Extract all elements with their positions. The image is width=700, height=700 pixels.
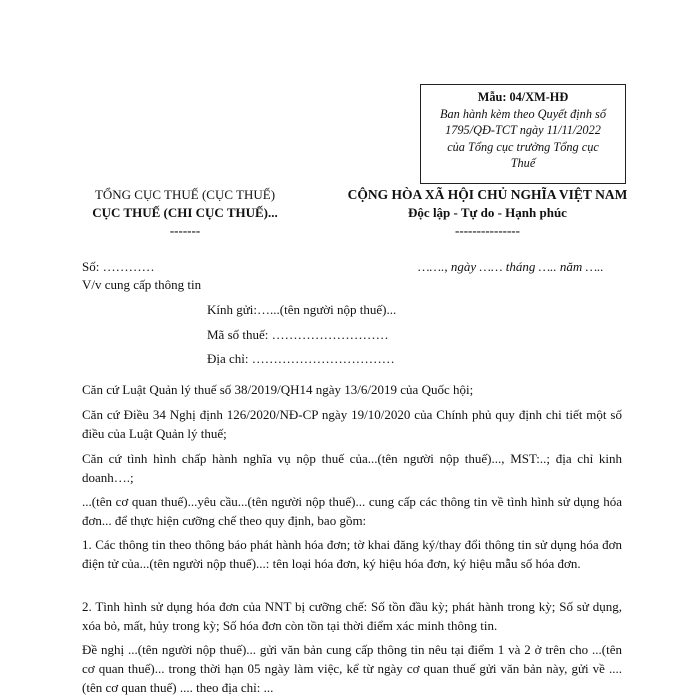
recipient-address: Địa chỉ: ……………………………	[207, 351, 395, 366]
recipient-tax-code: Mã số thuế: ………………………	[207, 327, 389, 342]
form-note-line-1: Ban hành kèm theo Quyết định số	[440, 106, 606, 121]
national-header	[300, 186, 675, 240]
agency-name: CỤC THUẾ (CHI CỤC THUẾ)...	[92, 205, 278, 220]
date-line: ……., ngày …… tháng ….. năm …..	[418, 259, 604, 274]
agency-parent: TỔNG CỤC THUẾ (CỤC THUẾ)	[94, 187, 276, 202]
recipient-to: Kính gửi:…...(tên người nộp thuế)...	[207, 302, 397, 317]
national-motto: Độc lập - Tự do - Hạnh phúc	[408, 205, 567, 220]
submission-request: Đề nghị ...(tên người nộp thuế)... gửi văn bản cung cấp thông tin nêu tại điểm 1 và 2 ở trên cho ...(tên cơ quan thuế)... trong thời hạn 05 ngày làm việc, kể từ ngày cơ quan thuế gửi văn bản này, gửi về ....(tên cơ quan thuế) .... theo địa chỉ: ...	[82, 642, 622, 695]
form-note-line-2: 1795/QĐ-TCT ngày 11/11/2022	[445, 123, 601, 137]
request-item-2: 2. Tình hình sử dụng hóa đơn của NNT bị cưỡng chế: Số tồn đầu kỳ; phát hành trong kỳ; Số sử dụng, xóa bỏ, mất, hủy trong kỳ; Số hóa đơn còn tồn tại thời điểm xác minh thông tin.	[82, 599, 622, 633]
agency-underline: -------	[169, 223, 201, 238]
motto-underline: ---------------	[455, 223, 520, 238]
request-item-1: 1. Các thông tin theo thông báo phát hành hóa đơn; tờ khai đăng ký/thay đổi thông tin sử dụng hóa đơn điện tử của...(tên người nộp thuế)...: tên loại hóa đơn, ký hiệu hóa đơn, ký hiệu mẫu số hóa đơn.	[82, 537, 622, 571]
document-number: Số: …………	[82, 259, 155, 274]
request-paragraph: ...(tên cơ quan thuế)...yêu cầu...(tên người nộp thuế)... cung cấp các thông tin về tình hình sử dụng hóa đơn... để thực hiện cưỡng chế theo quy định, bao gồm:	[82, 494, 622, 528]
legal-basis-1: Căn cứ Luật Quản lý thuế số 38/2019/QH14 ngày 13/6/2019 của Quốc hội;	[82, 382, 474, 397]
country-name: CỘNG HÒA XÃ HỘI CHỦ NGHĨA VIỆT NAM	[347, 187, 628, 202]
subject-line: V/v cung cấp thông tin	[82, 277, 202, 292]
form-note-line-3: của Tổng cục trưởng Tổng cục	[447, 139, 599, 154]
form-code-box	[420, 84, 626, 184]
legal-basis-3: Căn cứ tình hình chấp hành nghĩa vụ nộp thuế của...(tên người nộp thuế)..., MST:..; địa chỉ kinh doanh….;	[82, 451, 622, 485]
form-code: Mẫu: 04/XM-HĐ	[477, 90, 569, 104]
legal-basis-2: Căn cứ Điều 34 Nghị định 126/2020/NĐ-CP ngày 19/10/2020 của Chính phủ quy định chi tiết một số điều của Luật Quản lý thuế;	[82, 407, 622, 441]
agency-header	[60, 186, 310, 240]
form-note-line-4: Thuế	[510, 156, 536, 170]
